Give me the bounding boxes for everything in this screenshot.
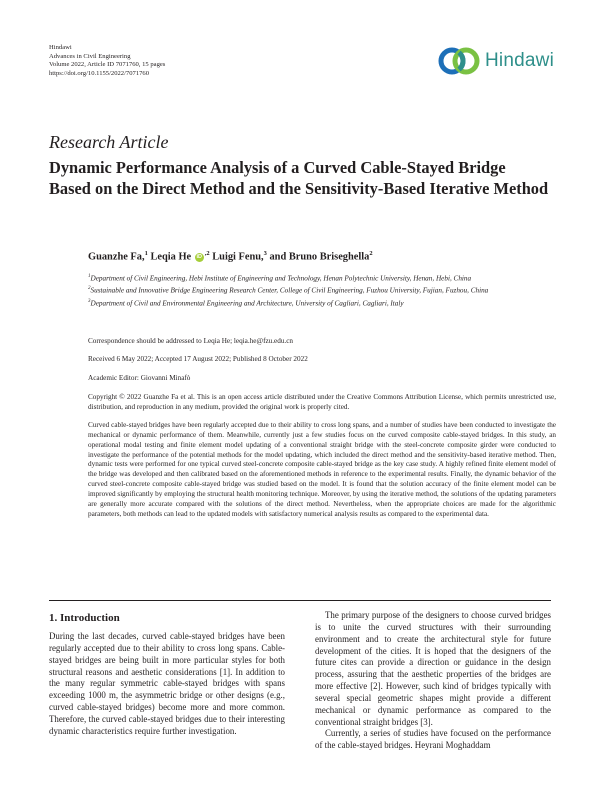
- body-paragraph: Currently, a series of studies have focused on the performance of the cable-stayed bridges. Heyrani Moghaddam: [315, 728, 551, 751]
- hindawi-logo-icon: [437, 46, 481, 76]
- affiliation-number: 1: [88, 274, 91, 279]
- author-affiliation-mark: ,2: [204, 250, 210, 257]
- body-paragraph: During the last decades, curved cable-stayed bridges have been regularly accepted due to their ability to cross long spans. Cable-stayed bridges are being built in more particular styles for both structural reasons and aesthetic considerations [1]. In addition to the many regular symmetric cable-stayed bridges with spans exceeding 1000 m, the asymmetric bridge or other designs (e.g., curved cable-stayed bridges) become more and more common. Therefore, the curved cable-stayed bridges due to their interesting dynamic characteristics require further investigation.: [49, 631, 285, 736]
- author-name: Guanzhe Fa,: [88, 251, 145, 263]
- article-type: Research Article: [49, 132, 169, 152]
- affiliation-list: [88, 272, 556, 309]
- author-affiliation-mark: 1: [144, 250, 148, 257]
- affiliation-text: Department of Civil Engineering, Hebi Institute of Engineering and Technology, Henan Polytechnic University, Henan, Hebi, China: [90, 274, 472, 283]
- hindawi-logo: [437, 46, 554, 76]
- volume-info: Volume 2022, Article ID 7071760, 15 pages: [49, 61, 166, 69]
- affiliation: [88, 297, 556, 309]
- author-name: Leqia He: [150, 251, 192, 263]
- doi-link[interactable]: https://doi.org/10.1155/2022/7071760: [49, 70, 150, 78]
- academic-editor: Academic Editor: Giovanni Minafò: [88, 374, 191, 382]
- body-paragraph: The primary purpose of the designers to choose curved bridges is to unite the curved structures with their surrounding environment and to create the architectural style for future development of the cities. It is hoped that the designers of the future cites can provide a direction or guidance in the design process, assuring that the aesthetic properties of the bridges are more effective [2]. However, such kind of bridges typically with several special geometric shapes might provide a different mechanical or dynamic performance as compared to the conventional straight bridges [3].: [315, 610, 551, 727]
- correspondence: Correspondence should be addressed to Leqia He; leqia.he@fzu.edu.cn: [88, 337, 294, 345]
- publication-dates: Received 6 May 2022; Accepted 17 August 2022; Published 8 October 2022: [88, 355, 308, 363]
- affiliation-text: Sustainable and Innovative Bridge Engineering Research Center, College of Civil Engineering, Fuzhou University, Fujian, Fuzhou, China: [90, 286, 489, 295]
- body-column-right: [315, 610, 551, 752]
- affiliation-number: 2: [88, 286, 91, 292]
- affiliation-number: 3: [88, 298, 91, 304]
- abstract: Curved cable-stayed bridges have been regularly accepted due to their ability to cross long spans, and a number of studies have been conducted to investigate the mechanical or dynamic performance of them. Meanwhile, currently just a few studies focus on the curved composite cable-stayed bridges. In this study, an operational modal testing and finite element model updating of a conventional straight bridge with the steel-concrete composite girder were conducted to investigate the performance of the potential methods for the model updating, which included the direct method and the sensitivity-based iterative method. Then, dynamic tests were performed for one typical curved steel-concrete composite cable-stayed bridge as the key case study. A highly refined finite element model of the bridge was developed and then calibrated based on the aforementioned methods in reference to the experimental results. Finally, the dynamic behavior of the curved steel-concrete composite cable-stayed bridge was studied based on the model. It is found that the solution accuracy of the finite element model can be improved significantly by employing the structural health monitoring technique. Moreover, by using the iterative method, the solutions of the updating parameters are generally more accurate compared with the solutions of the direct method. Nevertheless, when the appropriate choices are made for the algorithmic parameters, both methods can lead to the updated models with satisfactory numerical analysis results as compared to the experimental data.: [88, 421, 556, 518]
- section-divider: [49, 600, 551, 601]
- author-name: and Bruno Briseghella: [269, 251, 370, 263]
- paper-title: Dynamic Performance Analysis of a Curved Cable-Stayed Bridge Based on the Direct Method and the Sensitivity-Based Iterative Method: [49, 158, 549, 198]
- affiliation: [88, 272, 556, 284]
- copyright-notice: Copyright © 2022 Guanzhe Fa et al. This is an open access article distributed under the Creative Commons Attribution License, which permits unrestricted use, distribution, and reproduction in any medium, provided the original work is properly cited.: [88, 393, 556, 411]
- author-affiliation-mark: 3: [263, 250, 267, 257]
- author-list: [88, 250, 373, 262]
- journal-header: [49, 44, 165, 79]
- author-name: Luigi Fenu,: [212, 251, 264, 263]
- journal-name: Advances in Civil Engineering: [49, 52, 131, 60]
- body-column-left: [49, 631, 285, 738]
- orcid-icon[interactable]: iD: [196, 254, 202, 261]
- affiliation-text: Department of Civil and Environmental Engineering and Architecture, University of Cagliari, Cagliari, Italy: [90, 298, 404, 307]
- section-heading-introduction: 1. Introduction: [49, 612, 120, 624]
- hindawi-logo-text: Hindawi: [485, 50, 554, 71]
- publisher-name: Hindawi: [49, 44, 72, 51]
- author-affiliation-mark: 2: [369, 250, 373, 257]
- affiliation: [88, 284, 556, 296]
